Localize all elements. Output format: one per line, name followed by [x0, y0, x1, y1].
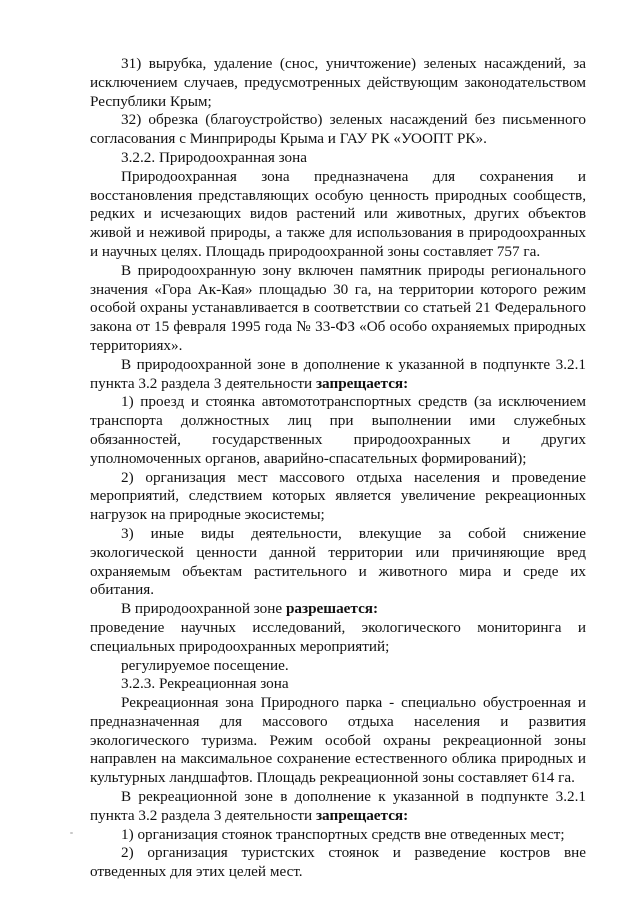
paragraph-item-32: [90, 111, 586, 149]
scan-speck: [70, 832, 73, 834]
paragraph-rec-prohibited-intro: [90, 788, 586, 826]
paragraph-text: 3) иные виды деятельности, влекущие за собой снижение экологической ценности данной территории или причиняющие вред охраняемым объектам растительного и животного мира и среде их обитания.: [90, 524, 586, 599]
paragraph-text: 31) вырубка, удаление (снос, уничтожение) зеленых насаждений, за исключением случаев, предусмотренных действующим законодательством Республики Крым;: [90, 55, 586, 110]
paragraph-text: В природоохранную зону включен памятник природы регионального значения «Гора Ак-Кая» площадью 30 га, на территории которого режим особой охраны устанавливается в соответствии со статьей 21 Федерального закона от 15 февраля 1995 года № 33-ФЗ «Об особо охраняемых природных территориях».: [90, 261, 586, 354]
paragraph-text: 32) обрезка (благоустройство) зеленых насаждений без письменного согласования с Минприроды Крыма и ГАУ РК «УООПТ РК».: [90, 111, 586, 148]
emphasis-text: запрещается:: [315, 806, 409, 824]
paragraph-text: регулируемое посещение.: [121, 656, 289, 674]
paragraph-text: 2) организация туристских стоянок и разведение костров вне отведенных для этих целей мест.: [90, 844, 586, 881]
paragraph-text: 2) организация мест массового отдыха населения и проведение мероприятий, следствием которых является увеличение рекреационных нагрузок на природные экосистемы;: [90, 468, 586, 524]
paragraph-allowed-intro: [90, 600, 586, 619]
paragraph-text: Природоохранная зона предназначена для сохранения и восстановления представляющих особую ценность природных сообществ, редких и исчезающих видов растений или животных, других объектов живой и неживой природы, а также для использования в природоохранных и научных целях. Площадь природоохранной зоны составляет 757 га.: [90, 167, 586, 260]
emphasis-text: разрешается:: [285, 600, 379, 618]
paragraph-prohibited-3: [90, 525, 586, 600]
paragraph-allowed-2: [90, 657, 586, 676]
paragraph-rec-zone: [90, 694, 586, 788]
paragraph-text: В рекреационной зоне в дополнение к указанной в подпункте 3.2.1 пункта 3.2 раздела 3 деятельности: [90, 788, 586, 824]
paragraph-item-31: [90, 55, 586, 111]
paragraph-text: Рекреационная зона Природного парка - специально обустроенная и предназначенная для массового отдыха населения и развития экологического туризма. Режим особой охраны рекреационной зоны направлен на максимальное сохранение естественного облика природных и культурных ландшафтов. Площадь рекреационной зоны составляет 614 га.: [90, 694, 586, 787]
paragraph-text: 3.2.3. Рекреационная зона: [121, 675, 289, 693]
paragraph-heading-323: [90, 675, 586, 694]
paragraph-prohibited-2: [90, 469, 586, 525]
paragraph-heading-322: [90, 149, 586, 168]
document-page: [90, 55, 586, 882]
emphasis-text: запрещается:: [315, 374, 409, 392]
paragraph-text: 1) организация стоянок транспортных средств вне отведенных мест;: [121, 825, 565, 843]
paragraph-allowed-1: [90, 619, 586, 657]
paragraph-rec-prohibited-2: [90, 844, 586, 882]
paragraph-text: 1) проезд и стоянка автомототранспортных средств (за исключением транспорта должностных лиц при выполнении ими служебных обязанностей, государственных природоохранных и других уполномоченных органов, аварийно-спасательных формирований);: [90, 393, 586, 467]
paragraph-text: В природоохранной зоне в дополнение к указанной в подпункте 3.2.1 пункта 3.2 раздела 3 деятельности: [90, 355, 586, 392]
paragraph-rec-prohibited-1: [90, 826, 586, 845]
paragraph-text: проведение научных исследований, экологического мониторинга и специальных природоохранных мероприятий;: [90, 618, 586, 655]
paragraph-monument: [90, 262, 586, 356]
paragraph-zone-purpose: [90, 168, 586, 262]
paragraph-text: В природоохранной зоне: [121, 600, 286, 618]
paragraph-prohibited-intro: [90, 356, 586, 394]
paragraph-prohibited-1: [90, 393, 586, 468]
paragraph-text: 3.2.2. Природоохранная зона: [121, 148, 308, 166]
